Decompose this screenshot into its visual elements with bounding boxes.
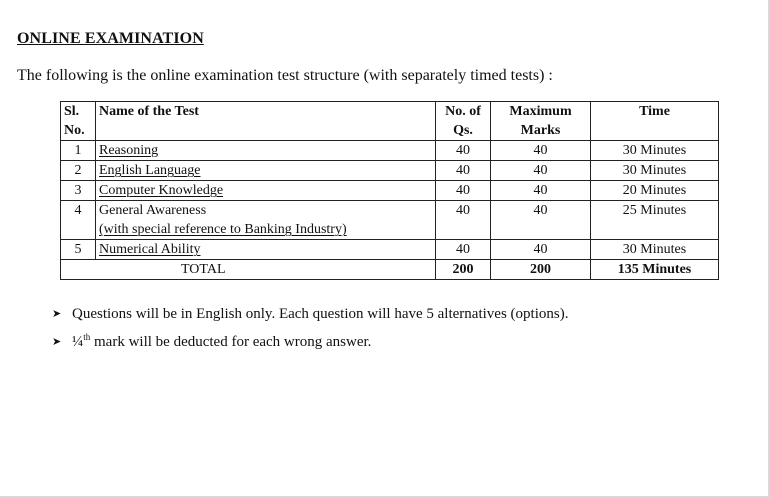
- row-name: [96, 141, 436, 161]
- note-text-rest: mark will be deducted for each wrong answer.: [90, 334, 372, 350]
- table-row: [61, 161, 719, 181]
- table-row: [61, 240, 719, 260]
- row-qs: 40: [436, 181, 491, 201]
- arrowhead-bullet-icon: ➤: [52, 336, 62, 348]
- row-qs: 40: [436, 141, 491, 161]
- row-time: 20 Minutes: [591, 181, 719, 201]
- note-fraction: ¼: [72, 334, 84, 350]
- row-time: 30 Minutes: [591, 141, 719, 161]
- row-max-marks: 40: [491, 161, 591, 181]
- table-header-row: [61, 102, 719, 141]
- header-time: Time: [591, 102, 719, 141]
- row-name-text: Computer Knowledge: [99, 183, 224, 198]
- note-superscript: th: [83, 332, 91, 342]
- row-name-text: Reasoning: [99, 143, 159, 158]
- row-qs: 40: [436, 161, 491, 181]
- row-name: [96, 201, 436, 240]
- row-time: 30 Minutes: [591, 240, 719, 260]
- row-time: 30 Minutes: [591, 161, 719, 181]
- row-max-marks: 40: [491, 141, 591, 161]
- row-qs: 40: [436, 201, 491, 240]
- row-name-subtext: (with special reference to Banking Industry): [99, 222, 347, 237]
- row-name-text: English Language: [99, 163, 201, 178]
- arrowhead-bullet-icon: ➤: [52, 308, 62, 320]
- total-qs: 200: [436, 260, 491, 280]
- row-max-marks: 40: [491, 201, 591, 240]
- note-item: [52, 303, 568, 326]
- row-name-text: Numerical Ability: [99, 242, 201, 257]
- intro-text: The following is the online examination test structure (with separately timed tests) :: [17, 67, 553, 84]
- table-row: [61, 201, 719, 240]
- table-row: [61, 181, 719, 201]
- row-sl: 5: [61, 240, 96, 260]
- row-sl: 3: [61, 181, 96, 201]
- row-max-marks: 40: [491, 240, 591, 260]
- page-heading: ONLINE EXAMINATION: [17, 30, 204, 47]
- notes-list: [52, 303, 568, 354]
- row-time: 25 Minutes: [591, 201, 719, 240]
- row-name-text: General Awareness: [99, 203, 207, 218]
- row-max-marks: 40: [491, 181, 591, 201]
- header-name: Name of the Test: [96, 102, 436, 141]
- row-name: [96, 181, 436, 201]
- header-max-marks: Maximum Marks: [491, 102, 591, 141]
- table-total-row: [61, 260, 719, 280]
- total-max-marks: 200: [491, 260, 591, 280]
- row-name: [96, 240, 436, 260]
- row-sl: 1: [61, 141, 96, 161]
- total-time: 135 Minutes: [591, 260, 719, 280]
- note-text: [72, 326, 371, 353]
- header-qs: No. of Qs.: [436, 102, 491, 141]
- row-sl: 2: [61, 161, 96, 181]
- note-text: Questions will be in English only. Each question will have 5 alternatives (options).: [72, 306, 569, 322]
- row-qs: 40: [436, 240, 491, 260]
- row-name: [96, 161, 436, 181]
- row-sl: 4: [61, 201, 96, 240]
- header-sl: Sl. No.: [61, 102, 96, 141]
- table-row: [61, 141, 719, 161]
- exam-structure-table: [60, 101, 719, 280]
- total-label: TOTAL: [61, 260, 436, 280]
- note-item: [52, 326, 568, 354]
